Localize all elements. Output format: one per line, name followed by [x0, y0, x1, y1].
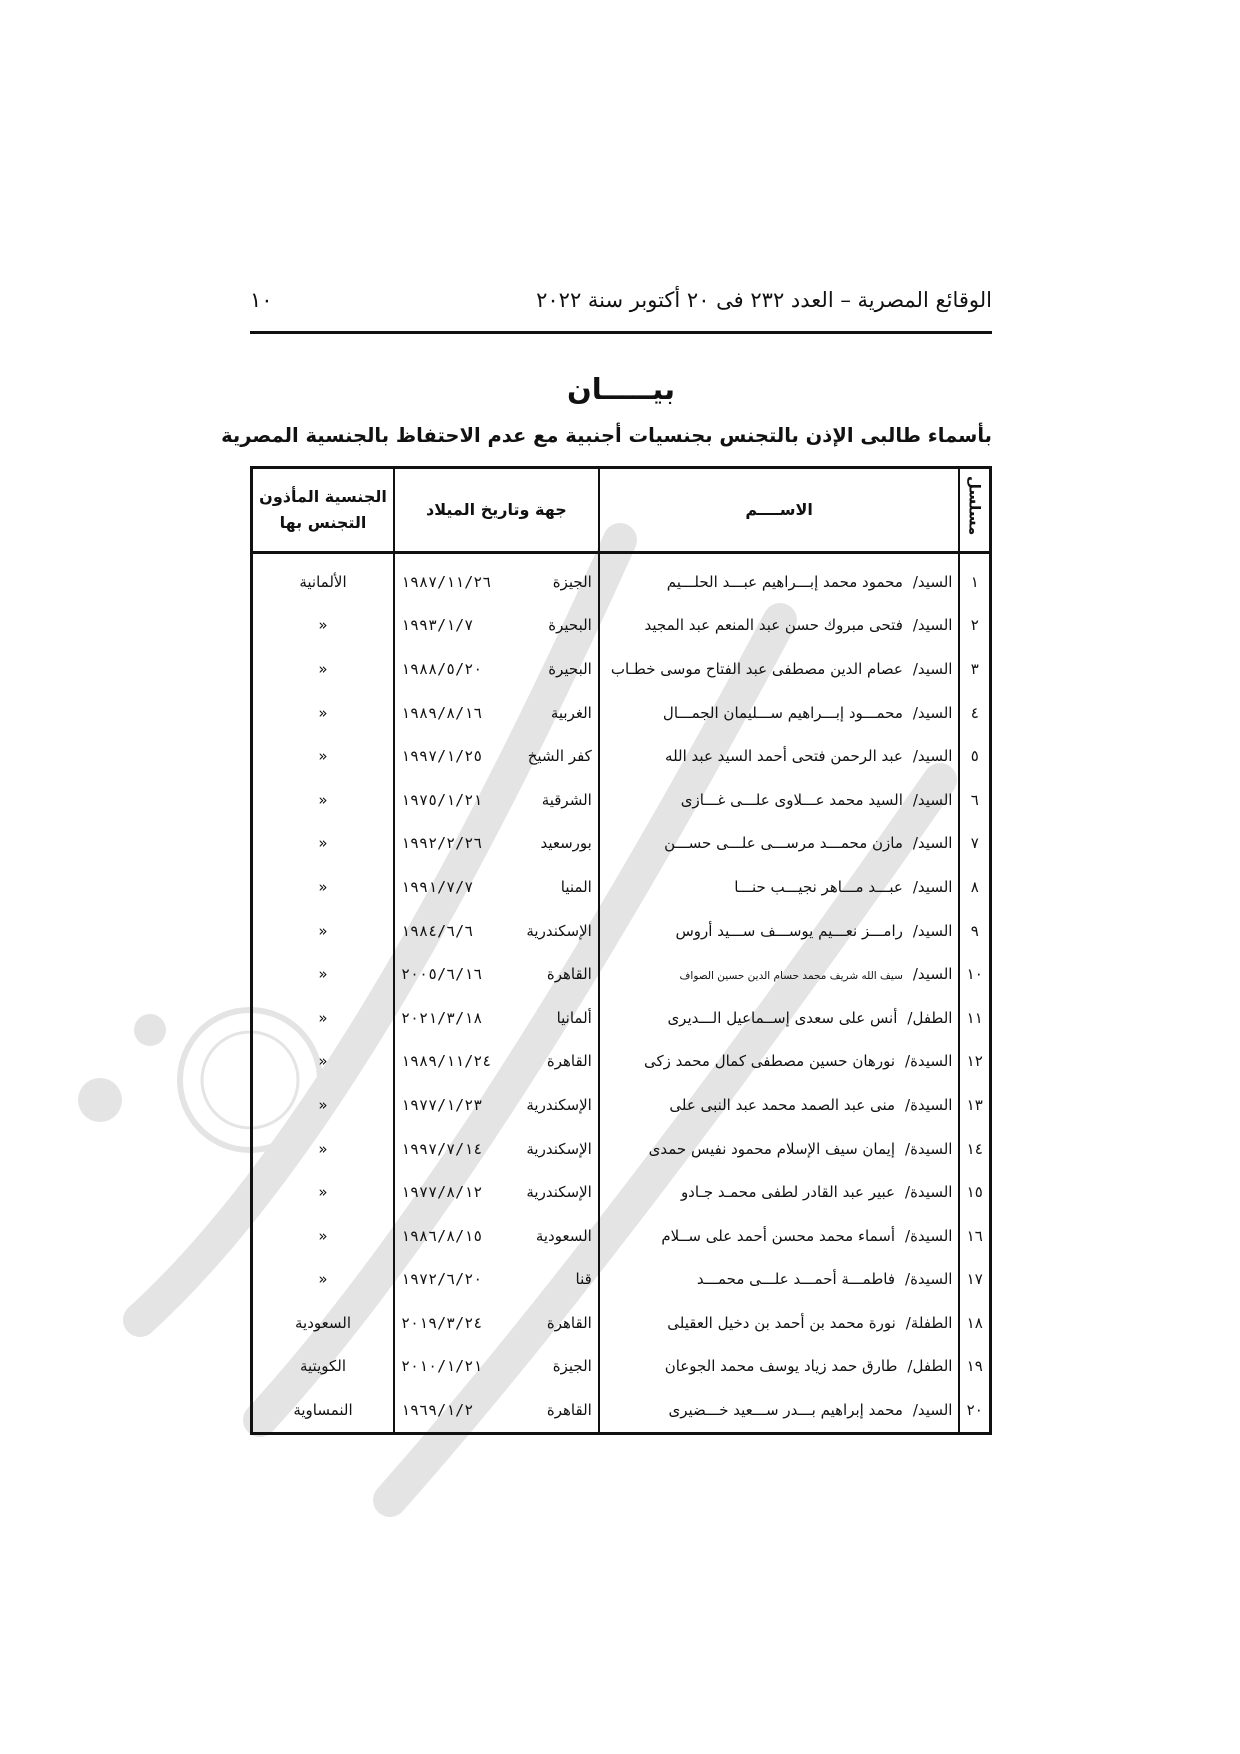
birth-cell: [394, 822, 599, 866]
birth-date: ١٩٨٦/٨/١٥: [401, 1226, 483, 1245]
honorific: السيد/: [912, 834, 953, 853]
serial-cell: ١٤: [959, 1127, 990, 1171]
name-cell: [599, 691, 960, 735]
table-row: [252, 604, 991, 648]
name-cell: [599, 734, 960, 778]
table-row: [252, 1083, 991, 1127]
birth-cell: [394, 553, 599, 604]
name-cell: [599, 1040, 960, 1084]
name-cell: [599, 1214, 960, 1258]
birth-date: ٢٠١٠/١/٢١: [401, 1357, 483, 1376]
birth-place: القاهرة: [546, 1401, 592, 1420]
name-cell: [599, 865, 960, 909]
birth-date: ١٩٩٣/١/٧: [401, 616, 474, 635]
table-row: [252, 952, 991, 996]
honorific: السيد/: [912, 703, 953, 722]
birth-date: ١٩٦٩/١/٢: [401, 1401, 474, 1420]
serial-cell: ١٨: [959, 1301, 990, 1345]
person-name: محمود محمد إبـــراهيم عبـــد الحلـــيم: [666, 572, 903, 591]
name-cell: [599, 909, 960, 953]
birth-cell: [394, 604, 599, 648]
nationality-cell: «: [318, 703, 328, 722]
name-cell: [599, 604, 960, 648]
birth-place: الجيزة: [552, 572, 592, 591]
nationality-cell: «: [318, 747, 328, 766]
nationality-cell: «: [318, 877, 328, 896]
birth-cell: [394, 1170, 599, 1214]
nationality-cell: «: [318, 1008, 328, 1027]
person-name: مازن محمـــد مرســـى علـــى حســـن: [664, 834, 903, 853]
birth-cell: [394, 1040, 599, 1084]
birth-date: ١٩٧٧/١/٢٣: [401, 1095, 483, 1114]
nationality-cell: «: [318, 1183, 328, 1202]
person-name: عبـــد مـــاهر نجيـــب حنـــا: [734, 877, 903, 896]
birth-place: القاهرة: [546, 965, 592, 984]
table-row: [252, 1170, 991, 1214]
birth-cell: [394, 778, 599, 822]
serial-cell: ١٥: [959, 1170, 990, 1214]
honorific: السيد/: [912, 921, 953, 940]
table-row: [252, 1040, 991, 1084]
person-name: رامـــز نعـــيم يوســـف ســـيد أروس: [675, 921, 903, 940]
serial-cell: ١٣: [959, 1083, 990, 1127]
person-name: نورة محمد بن أحمد بن دخيل العقيلى: [667, 1313, 896, 1332]
birth-cell: [394, 952, 599, 996]
serial-cell: ٩: [959, 909, 990, 953]
serial-cell: ١٧: [959, 1258, 990, 1302]
birth-place: ألمانيا: [556, 1008, 592, 1027]
birth-date: ١٩٧٧/٨/١٢: [401, 1183, 483, 1202]
honorific: السيد/: [912, 572, 953, 591]
page-header: [250, 282, 992, 318]
nationality-cell: «: [318, 616, 328, 635]
birth-place: كفر الشيخ: [527, 747, 592, 766]
table-row: [252, 1258, 991, 1302]
birth-place: البحيرة: [548, 659, 592, 678]
birth-date: ١٩٧٥/١/٢١: [401, 790, 483, 809]
nationality-cell: «: [318, 1052, 328, 1071]
birth-cell: [394, 1388, 599, 1433]
serial-cell: ١٠: [959, 952, 990, 996]
nationality-cell: «: [318, 1095, 328, 1114]
table-row: [252, 1388, 991, 1433]
nationality-cell: «: [318, 1270, 328, 1289]
nationality-cell: «: [318, 834, 328, 853]
birth-date: ١٩٨٩/١١/٢٤: [401, 1052, 492, 1071]
name-cell: [599, 822, 960, 866]
honorific: السيد/: [912, 790, 953, 809]
nationality-header: [252, 468, 395, 553]
birth-place: الإسكندرية: [526, 921, 592, 940]
serial-cell: ٤: [959, 691, 990, 735]
birth-date: ١٩٩٧/١/٢٥: [401, 747, 483, 766]
birth-date: ٢٠٢١/٣/١٨: [401, 1008, 483, 1027]
birth-place: الإسكندرية: [526, 1095, 592, 1114]
person-name: فاطمـــة أحمـــد علـــى محمـــد: [696, 1270, 896, 1289]
name-cell: [599, 996, 960, 1040]
name-header: الاســــم: [599, 468, 960, 553]
publication-title: الوقائع المصرية – العدد ٢٣٢ فى ٢٠ أكتوبر سنة ٢٠٢٢: [536, 288, 992, 312]
person-name: أسماء محمد محسن أحمد على ســلام: [661, 1226, 896, 1245]
table-row: [252, 1214, 991, 1258]
serial-cell: ٣: [959, 647, 990, 691]
name-cell: [599, 553, 960, 604]
table-row: [252, 1301, 991, 1345]
honorific: الطفلة/: [905, 1313, 953, 1332]
honorific: السيدة/: [905, 1052, 953, 1071]
nationality-cell: «: [318, 921, 328, 940]
birth-cell: [394, 909, 599, 953]
name-cell: [599, 1083, 960, 1127]
nationality-cell: «: [318, 1139, 328, 1158]
nationality-cell: السعودية: [294, 1313, 351, 1332]
person-name: محمد إبراهيم بـــدر ســـعيد خـــضيرى: [668, 1401, 903, 1420]
birth-date: ١٩٨٨/٥/٢٠: [401, 659, 483, 678]
honorific: السيدة/: [905, 1183, 953, 1202]
name-cell: [599, 1258, 960, 1302]
honorific: السيد/: [912, 616, 953, 635]
serial-cell: ١: [959, 553, 990, 604]
birth-cell: [394, 865, 599, 909]
honorific: السيدة/: [905, 1226, 953, 1245]
nationality-cell: «: [318, 965, 328, 984]
birth-place: القاهرة: [546, 1313, 592, 1332]
birth-cell: [394, 1214, 599, 1258]
name-cell: [599, 778, 960, 822]
table-row: [252, 822, 991, 866]
birth-date: ٢٠١٩/٣/٢٤: [401, 1313, 483, 1332]
serial-cell: ٢: [959, 604, 990, 648]
birth-cell: [394, 734, 599, 778]
name-cell: [599, 1170, 960, 1214]
birth-place: الشرقية: [541, 790, 592, 809]
table-row: [252, 996, 991, 1040]
person-name: نورهان حسين مصطفى كمال محمد زكى: [644, 1052, 896, 1071]
table-row: [252, 1127, 991, 1171]
table-row: [252, 865, 991, 909]
nationality-cell: الألمانية: [299, 572, 347, 591]
table-row: [252, 778, 991, 822]
honorific: السيد/: [912, 659, 953, 678]
birth-cell: [394, 1345, 599, 1389]
nationality-cell: الكويتية: [299, 1357, 347, 1376]
serial-cell: ٥: [959, 734, 990, 778]
document-title: بيـــــان: [567, 372, 675, 406]
birth-cell: [394, 1127, 599, 1171]
person-name: أنس على سعدى إســماعيل الـــديرى: [667, 1008, 898, 1027]
person-name: محمـــود إبـــراهيم ســـليمان الجمـــال: [662, 703, 903, 722]
person-name: عصام الدين مصطفى عبد الفتاح موسى خطـاب: [610, 659, 903, 678]
birth-place: الجيزة: [552, 1357, 592, 1376]
honorific: السيد/: [912, 747, 953, 766]
nationality-cell: «: [318, 659, 328, 678]
serial-header: مسلسل: [959, 468, 990, 553]
nationality-header-line1: الجنسية المأذون: [259, 487, 387, 506]
serial-cell: ١٢: [959, 1040, 990, 1084]
person-name: فتحى مبروك حسن عبد المنعم عبد المجيد: [644, 616, 903, 635]
table-row: [252, 647, 991, 691]
birth-date: ٢٠٠٥/٦/١٦: [401, 965, 483, 984]
person-name: سيف الله شريف محمد حسام الدين حسين الصواف: [679, 970, 903, 983]
birth-place: القاهرة: [546, 1052, 592, 1071]
honorific: السيد/: [912, 877, 953, 896]
birth-date: ١٩٨٩/٨/١٦: [401, 703, 483, 722]
person-name: عبير عبد القادر لطفى محمـد جـادو: [680, 1183, 896, 1202]
serial-cell: ١٦: [959, 1214, 990, 1258]
birth-cell: [394, 996, 599, 1040]
name-cell: [599, 1301, 960, 1345]
honorific: السيد/: [912, 1401, 953, 1420]
table-row: [252, 691, 991, 735]
honorific: السيد/: [912, 965, 953, 984]
header-divider: [250, 331, 992, 334]
person-name: منى عبد الصمد محمد عبد النبى على: [669, 1095, 896, 1114]
birth-date: ١٩٩٢/٢/٢٦: [401, 834, 483, 853]
serial-cell: ٧: [959, 822, 990, 866]
birth-cell: [394, 1083, 599, 1127]
birth-cell: [394, 1301, 599, 1345]
person-name: السيد محمد عـــلاوى علـــى غـــازى: [680, 790, 903, 809]
birth-place: السعودية: [535, 1226, 592, 1245]
birth-place: الإسكندرية: [526, 1139, 592, 1158]
name-cell: [599, 1345, 960, 1389]
page-number: ١٠: [250, 288, 273, 312]
honorific: السيدة/: [905, 1139, 953, 1158]
birth-date: ١٩٨٤/٦/٦: [401, 921, 474, 940]
name-cell: [599, 952, 960, 996]
birth-date: ١٩٩٧/٧/١٤: [401, 1139, 483, 1158]
table-row: [252, 553, 991, 604]
birth-cell: [394, 691, 599, 735]
birth-header: جهة وتاريخ الميلاد: [394, 468, 599, 553]
serial-cell: ١١: [959, 996, 990, 1040]
table-row: [252, 734, 991, 778]
birth-place: بورسعيد: [540, 834, 592, 853]
honorific: السيدة/: [905, 1095, 953, 1114]
person-name: عبد الرحمن فتحى أحمد السيد عبد الله: [665, 747, 903, 766]
birth-cell: [394, 647, 599, 691]
serial-cell: ٨: [959, 865, 990, 909]
document-subtitle: بأسماء طالبى الإذن بالتجنس بجنسيات أجنبية مع عدم الاحتفاظ بالجنسية المصرية: [221, 424, 992, 447]
birth-place: المنيا: [560, 877, 592, 896]
names-table: [250, 466, 992, 1435]
birth-place: الإسكندرية: [526, 1183, 592, 1202]
nationality-header-line2: التجنس بها: [279, 513, 367, 532]
nationality-cell: «: [318, 1226, 328, 1245]
table-row: [252, 909, 991, 953]
nationality-cell: النمساوية: [293, 1401, 353, 1420]
birth-date: ١٩٩١/٧/٧: [401, 877, 474, 896]
serial-cell: ١٩: [959, 1345, 990, 1389]
person-name: طارق حمد زياد يوسف محمد الجوعان: [664, 1357, 898, 1376]
honorific: الطفل/: [907, 1357, 953, 1376]
name-cell: [599, 1127, 960, 1171]
person-name: إيمان سيف الإسلام محمود نفيس حمدى: [648, 1139, 896, 1158]
honorific: السيدة/: [905, 1270, 953, 1289]
table-body: [252, 553, 991, 1434]
name-cell: [599, 1388, 960, 1433]
name-cell: [599, 647, 960, 691]
birth-place: البحيرة: [548, 616, 592, 635]
nationality-cell: «: [318, 790, 328, 809]
serial-cell: ٢٠: [959, 1388, 990, 1433]
table-header-row: [252, 468, 991, 553]
table-row: [252, 1345, 991, 1389]
birth-place: قنا: [575, 1270, 592, 1289]
birth-date: ١٩٨٧/١١/٢٦: [401, 572, 492, 591]
birth-cell: [394, 1258, 599, 1302]
birth-date: ١٩٧٢/٦/٢٠: [401, 1270, 483, 1289]
honorific: الطفل/: [907, 1008, 953, 1027]
serial-cell: ٦: [959, 778, 990, 822]
birth-place: الغربية: [550, 703, 592, 722]
